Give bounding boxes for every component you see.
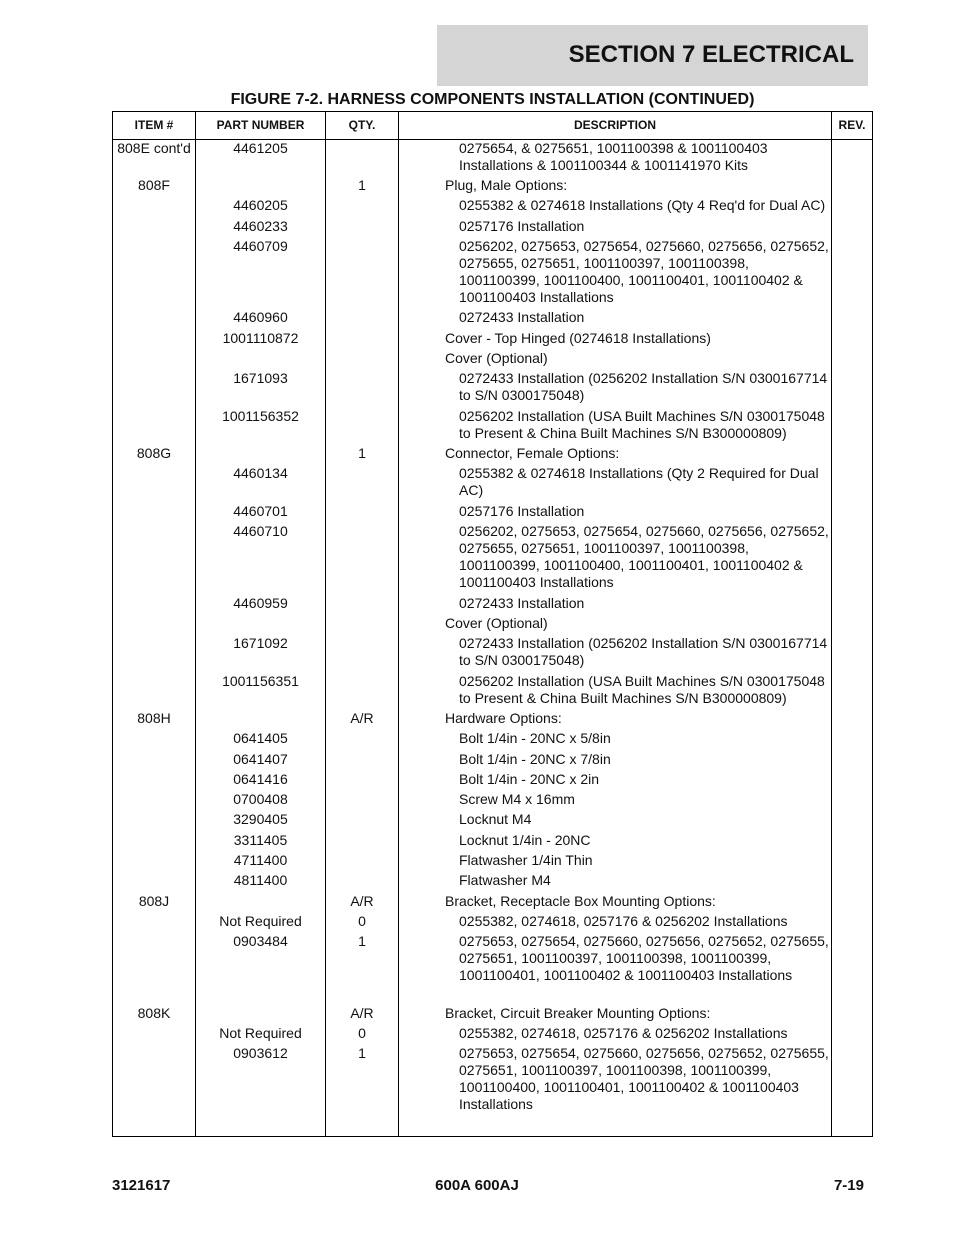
description-cell: 0255382 & 0274618 Installations (Qty 4 Req'd for Dual AC) [459, 197, 826, 213]
part-number-cell: 0903612 [233, 1045, 288, 1061]
table-row [113, 913, 872, 933]
description-cell: 0256202, 0275653, 0275654, 0275660, 0275656, 0275652, 0275655, 0275651, 1001100397, 1001100398, 1001100399, 1001100400, 1001100401, 1001100402 & 1001100403 Installations [459, 523, 829, 590]
part-number-cell: 4460960 [233, 309, 288, 325]
part-number-cell: 0903484 [233, 933, 288, 949]
table-row [113, 140, 872, 177]
description-cell: Flatwasher 1/4in Thin [459, 852, 593, 868]
description-cell: 0275653, 0275654, 0275660, 0275656, 0275652, 0275655, 0275651, 1001100397, 1001100398, 1001100399, 1001100400, 1001100401, 1001100402 & 1001100403 Installations [459, 1045, 829, 1112]
quantity-cell: 1 [358, 445, 366, 461]
quantity-cell: 1 [358, 1045, 366, 1061]
description-cell: 0255382, 0274618, 0257176 & 0256202 Installations [459, 913, 788, 929]
table-row [113, 350, 872, 370]
description-cell: 0256202, 0275653, 0275654, 0275660, 0275656, 0275652, 0275655, 0275651, 1001100397, 1001100398, 1001100399, 1001100400, 1001100401, 1001100402 & 1001100403 Installations [459, 238, 829, 305]
description-cell: Hardware Options: [445, 710, 562, 726]
part-number-cell: 4460959 [233, 595, 288, 611]
table-row [113, 872, 872, 893]
description-cell: Bolt 1/4in - 20NC x 2in [459, 771, 600, 787]
description-cell: Bracket, Circuit Breaker Mounting Options: [445, 1005, 711, 1021]
table-row [113, 465, 872, 503]
parts-table [112, 111, 873, 1137]
part-number-cell: 3290405 [233, 811, 288, 827]
table-row [113, 615, 872, 635]
item-number-cell: 808E cont'd [117, 140, 191, 156]
part-number-cell: 4460205 [233, 197, 288, 213]
item-number-cell: 808J [138, 893, 170, 909]
description-cell: Locknut 1/4in - 20NC [459, 832, 591, 848]
description-cell: 0257176 Installation [459, 503, 585, 519]
description-cell: 0255382 & 0274618 Installations (Qty 2 Required for Dual AC) [459, 465, 819, 498]
description-cell: 0275653, 0275654, 0275660, 0275656, 0275652, 0275655, 0275651, 1001100397, 1001100398, 1001100399, 1001100401, 1001100402 & 1001100403 Installations [459, 933, 829, 983]
table-row [113, 370, 872, 408]
part-number-cell: 4460701 [233, 503, 288, 519]
table-row [113, 852, 872, 872]
table-row [113, 177, 872, 197]
table-body [113, 140, 872, 1117]
part-number-cell: 4460134 [233, 465, 288, 481]
part-number-cell: 4460709 [233, 238, 288, 254]
quantity-cell: 1 [358, 177, 366, 193]
table-row [113, 595, 872, 615]
table-row [113, 635, 872, 673]
part-number-cell: 0700408 [233, 791, 288, 807]
item-number-cell: 808F [138, 177, 170, 193]
table-row [113, 408, 872, 445]
section-title: SECTION 7 ELECTRICAL [568, 41, 854, 68]
part-number-cell: 4711400 [233, 852, 288, 868]
description-cell: 0272433 Installation [459, 309, 585, 325]
description-cell: Plug, Male Options: [445, 177, 568, 193]
description-cell: Bracket, Receptacle Box Mounting Options: [445, 893, 716, 909]
description-cell: 0256202 Installation (USA Built Machines S/N 0300175048 to Present & China Built Machines S/N B300000809) [459, 408, 825, 441]
part-number-cell: Not Required [219, 913, 302, 929]
part-number-cell: 4461205 [233, 140, 288, 156]
description-cell: Locknut M4 [459, 811, 532, 827]
column-header-qty: QTY. [348, 118, 376, 132]
item-number-cell: 808H [137, 710, 171, 726]
column-header-item: ITEM # [134, 118, 174, 132]
part-number-cell: 4811400 [233, 872, 288, 888]
part-number-cell: 4460233 [233, 218, 288, 234]
quantity-cell: A/R [350, 893, 374, 909]
table-row [113, 710, 872, 730]
table-row [113, 832, 872, 852]
table-row [113, 673, 872, 710]
part-number-cell: 1671092 [233, 635, 288, 651]
part-number-cell: 0641405 [233, 730, 288, 746]
description-cell: Cover (Optional) [445, 615, 548, 631]
table-row [113, 730, 872, 751]
table-row [113, 1025, 872, 1045]
footer-model: 600A 600AJ [435, 1177, 519, 1194]
footer-page-number: 7-19 [833, 1177, 864, 1194]
part-number-cell: 4460710 [233, 523, 288, 539]
part-number-cell: 0641407 [233, 751, 288, 767]
table-row [113, 811, 872, 832]
description-cell: 0272433 Installation (0256202 Installation S/N 0300167714 to S/N 0300175048) [459, 370, 828, 403]
table-row [113, 197, 872, 218]
description-cell: 0256202 Installation (USA Built Machines S/N 0300175048 to Present & China Built Machines S/N B300000809) [459, 673, 825, 706]
table-row [113, 1005, 872, 1025]
table-row [113, 218, 872, 238]
description-cell: Bolt 1/4in - 20NC x 5/8in [459, 730, 611, 746]
description-cell: 0255382, 0274618, 0257176 & 0256202 Installations [459, 1025, 788, 1041]
figure-title: FIGURE 7-2. HARNESS COMPONENTS INSTALLATION (CONTINUED) [230, 91, 755, 108]
part-number-cell: 1001156351 [222, 673, 299, 689]
table-row [113, 791, 872, 811]
part-number-cell: 1001110872 [222, 330, 299, 346]
part-number-cell: 0641416 [233, 771, 288, 787]
description-cell: 0257176 Installation [459, 218, 585, 234]
column-header-rev: REV. [838, 118, 866, 132]
table-row [113, 523, 872, 595]
item-number-cell: 808G [136, 445, 172, 461]
quantity-cell: A/R [350, 1005, 374, 1021]
quantity-cell: 0 [358, 913, 366, 929]
table-row [113, 771, 872, 791]
table-row [113, 238, 872, 309]
quantity-cell: 1 [358, 933, 366, 949]
part-number-cell: 3311405 [233, 832, 288, 848]
part-number-cell: 1001156352 [222, 408, 299, 424]
footer-publication-number: 3121617 [112, 1177, 171, 1194]
description-cell: Cover - Top Hinged (0274618 Installations) [445, 330, 711, 346]
description-cell: Connector, Female Options: [445, 445, 620, 461]
part-number-cell: 1671093 [233, 370, 288, 386]
column-header-part-number: PART NUMBER [216, 118, 305, 132]
column-header-description: DESCRIPTION [573, 118, 656, 132]
description-cell: 0272433 Installation (0256202 Installation S/N 0300167714 to S/N 0300175048) [459, 635, 828, 668]
table-row [113, 893, 872, 913]
quantity-cell: A/R [350, 710, 374, 726]
description-cell: Bolt 1/4in - 20NC x 7/8in [459, 751, 611, 767]
description-cell: 0272433 Installation [459, 595, 585, 611]
description-cell: Flatwasher M4 [459, 872, 551, 888]
table-row [113, 751, 872, 771]
description-cell: Cover (Optional) [445, 350, 548, 366]
table-row [113, 933, 872, 1005]
table-row [113, 330, 872, 350]
description-cell: 0275654, & 0275651, 1001100398 & 1001100403 Installations & 1001100344 & 1001141970 Kits [459, 140, 768, 173]
table-row [113, 1045, 872, 1117]
section-header [437, 25, 868, 86]
quantity-cell: 0 [358, 1025, 366, 1041]
description-cell: Screw M4 x 16mm [459, 791, 575, 807]
item-number-cell: 808K [137, 1005, 171, 1021]
part-number-cell: Not Required [219, 1025, 302, 1041]
table-row [113, 503, 872, 523]
table-row [113, 445, 872, 465]
table-row [113, 309, 872, 330]
